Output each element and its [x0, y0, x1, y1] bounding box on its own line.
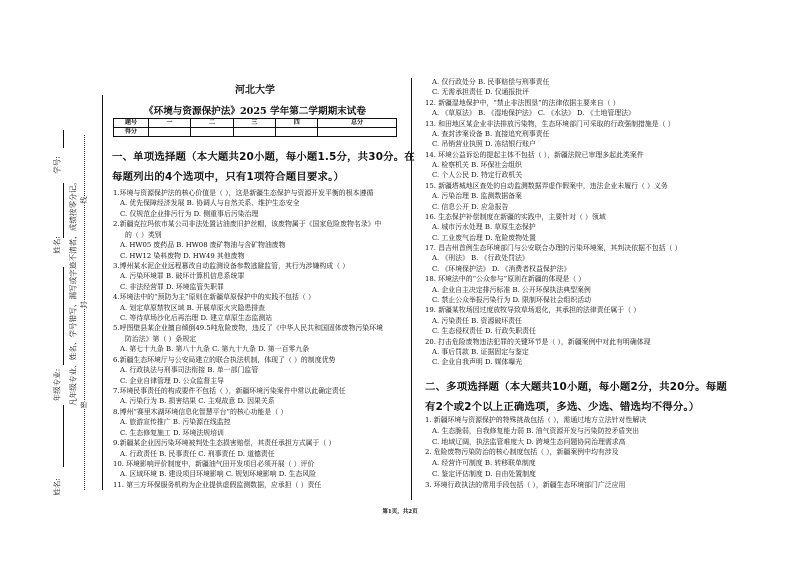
question-options: C. 信息公开 D. 应急报告	[432, 202, 509, 211]
question-stem: 13. 和田地区某企业非法排放污染物，生态环境部门可采取的行政强制措施是（ ）	[425, 119, 675, 128]
section2-heading-line1: 二、多项选择题（本大题共10小题，每小题2分，共20分。每题	[425, 381, 727, 393]
question-stem: 6.新疆生态环境厅与公安局建立的联合执法机制，体现了（ ）的制度优势	[113, 355, 336, 364]
question-options: A. 污染行为 B. 损害结果 C. 主观故意 D. 因果关系	[120, 397, 275, 406]
name-blank-2[interactable]	[63, 405, 64, 467]
question-options: A. 区域环境 B. 建设项目环境影响 C. 规划环境影响 D. 生态风险	[120, 470, 317, 479]
student-id-blank[interactable]	[63, 130, 64, 148]
score-cell[interactable]	[276, 128, 318, 137]
question-options: A. 生态脆弱，自我修复能力弱 B. 油气资源开发与污染防控矛盾突出	[432, 426, 640, 435]
question-stem: 7.环境民事责任的构成要件不包括（ ），新疆环境污染案件中常以此确定责任	[113, 386, 346, 395]
score-header-cell: 总分	[318, 119, 397, 128]
question-stem: 9.新疆某企业因污染环境被判处生态损害赔偿，其责任承担方式属于（ ）	[113, 439, 336, 448]
score-header-cell: 四	[276, 119, 318, 128]
question-stem-continued: 防治法》第（ ）条规定	[125, 334, 197, 343]
question-options: A. 城市污水处理 B. 草原生态保护	[432, 223, 536, 232]
question-options: A. 第七十九条 B. 第八十九条 C. 第九十九条 D. 第一百零九条	[120, 345, 310, 354]
seal-char-xian: 线	[80, 196, 88, 204]
question-options: C. 生态侵权责任 D. 行政失职责任	[432, 327, 536, 336]
question-options: C. 个人公民 D. 特定行政机关	[432, 171, 523, 180]
question-options: A. 事后罚款 B. 证据固定与鉴定	[432, 347, 529, 356]
student-id-label: 学号:	[52, 156, 62, 174]
seal-dotted-line	[84, 135, 85, 490]
score-cell[interactable]	[233, 128, 275, 137]
question-options: C. 吊销营业执照 D. 冻结银行账户	[432, 140, 536, 149]
question-options: C. 工业废气治理 D. 危险废物处置	[432, 233, 536, 242]
question-options: A. 行政执法与刑事司法衔接 B. 单一部门监管	[120, 366, 259, 375]
question-options: A. 检察机关 B. 环保社会组织	[432, 161, 522, 170]
question-options: A. 污染责任 B. 资源破坏责任	[432, 316, 522, 325]
section1-heading-line2: 每题列出的4个选项中，只有1项符合题目要求。）	[112, 171, 345, 183]
question-options: C. 仅规范企业排污行为 D. 侧重事后污染治理	[120, 209, 259, 218]
score-cell[interactable]	[318, 128, 397, 137]
binding-notice: 凡年级专业、姓名、学号错写、漏写或字迹不清者，成绩按零分记。	[68, 178, 78, 406]
seal-char-mi: 密	[80, 401, 88, 409]
question-stem: 12. 新疆湿地保护中，“禁止非法围垦”的法律依据主要来自（ ）	[425, 98, 620, 107]
question-stem: 3. 环境行政执法的常用手段包括（ ），新疆生态环境部门广泛应用	[425, 480, 626, 489]
question-options: A. 行政责任 B. 民事责任 C. 刑事责任 D. 道德责任	[120, 449, 275, 458]
question-options: A. 企业自主决定排污标准 B. 公开环保执法典型案例	[432, 285, 591, 294]
name-blank[interactable]	[63, 183, 64, 238]
question-options: A. 旅游宣传推广 B. 污染源在线监控	[120, 418, 231, 427]
score-row-label: 得分	[114, 128, 149, 137]
question-stem: 18. 环境法中的“公众参与”原则在新疆的体现是（ ）	[425, 275, 586, 284]
question-options: C. HW12 染料废物 D. HW49 其他废物	[120, 251, 245, 260]
question-options: C. 无需承担责任 D. 仅通报批评	[432, 88, 530, 97]
question-options: A. 污染环境罪 B. 破坏计算机信息系统罪	[120, 272, 245, 281]
score-header-cell: 题号	[114, 119, 149, 128]
question-stem: 8.博州“赛里木湖环境信息化智慧平台”的核心功能是（ ）	[113, 407, 288, 416]
question-stem: 15. 新疆塔城地区查处的自动监测数据弄虚作假案中，违法企业未履行（ ）义务	[425, 181, 668, 190]
score-table-score-row	[114, 128, 397, 137]
question-options: C. 禁止公众举报污染行为 D. 限制环保社会组织活动	[432, 295, 592, 304]
question-options: A. 《草原法》 B. 《湿地保护法》 C. 《水法》 D. 《土地管理法》	[432, 109, 635, 118]
question-stem: 5.呼图壁县某企业擅自倾倒49.5吨危险废物，违反了《中华人民共和国固体废物污染环境	[113, 324, 383, 333]
section1-heading-line1: 一、单项选择题（本大题共20小题，每小题1.5分，共30分。在	[112, 151, 415, 163]
seal-char-feng: 封	[80, 301, 88, 309]
university-name: 河北大学	[235, 85, 275, 96]
question-stem: 14. 环境公益诉讼的提起主体不包括（ ），新疆法院已审理多起此类案件	[425, 150, 644, 159]
question-stem-continued: 的（ ）类别	[125, 230, 162, 239]
score-cell[interactable]	[191, 128, 233, 137]
score-header-cell: 二	[191, 119, 233, 128]
score-table	[113, 118, 397, 137]
question-options: C. 生态修复施工 D. 环境法规培训	[120, 428, 224, 437]
question-stem: 17. 昌吉州首例生态环境部门与公安联合办理的污染环境案，其判决依据不包括（ ）	[425, 244, 682, 253]
question-stem: 10. 环境影响评价制度中，新疆油气田开发项目必须开展（ ）评价	[113, 459, 315, 468]
question-options: A. 污染治理 B. 监测数据备案	[432, 192, 522, 201]
question-options: C. 《环境保护法》 D. 《消费者权益保护法》	[432, 264, 571, 273]
question-stem: 2. 危险废物污染防治的核心制度包括（ ），新疆案例中均有涉及	[425, 448, 619, 457]
grade-major-label: 年级专业:	[52, 368, 62, 402]
question-options: C. 地域辽阔，执法监管难度大 D. 跨境生态问题协同治理需求高	[432, 437, 626, 446]
question-options: A. 划定草原禁牧区域 B. 开展草原火灾隐患排查	[120, 303, 266, 312]
question-stem: 1.环境与资源保护法的核心价值是（ ），这是新疆生态保护与资源开发平衡的根本遵循	[113, 189, 374, 197]
exam-title: 《环境与资源保护法》2025 学年第二学期期末试卷	[144, 106, 366, 117]
question-stem: 2.新疆克拉玛依市某公司非法处置沾油废旧护丝帽，该废物属于《国家危险废物名录》中	[113, 220, 382, 229]
score-header-cell: 三	[233, 119, 275, 128]
grade-major-blank[interactable]	[63, 267, 64, 365]
margin-border-line	[102, 95, 103, 490]
score-header-cell: 一	[149, 119, 191, 128]
question-options: A. 《刑法》 B. 《行政处罚法》	[432, 254, 529, 263]
section2-heading-line2: 有2个或2个以上正确选项，多选、少选、错选均不得分。）	[425, 401, 700, 413]
question-options: A. 优先保障经济发展 B. 协调人与自然关系、维护生态安全	[120, 199, 300, 208]
question-options: A. 仅行政处分 B. 民事赔偿与刑事责任	[432, 78, 550, 86]
name-label: 姓名:	[52, 236, 62, 254]
score-cell[interactable]	[149, 128, 191, 137]
page-number: 第1页，共2页	[382, 509, 418, 515]
question-stem: 4.环境法中的“预防为主”原则在新疆草原保护中的实践不包括（ ）	[113, 293, 315, 302]
score-table-header-row	[114, 119, 397, 128]
question-options: C. 鉴定评估制度 D. 自由处置制度	[432, 470, 536, 478]
question-options: A. 经营许可制度 B. 转移联单制度	[432, 459, 536, 468]
question-options: A. HW05 废药品 B. HW08 废矿物油与含矿物油废物	[120, 241, 286, 250]
name-label-2: 姓名:	[52, 478, 62, 496]
question-stem: 16. 生态保护补偿制度在新疆的实践中，主要针对（ ）领域	[425, 212, 606, 221]
question-stem: 3.博州某水泥企业远程篡改自动监测设备参数逃避监管，其行为涉嫌构成（ ）	[113, 261, 350, 270]
question-options: C. 企业自我声明 D. 媒体曝光	[432, 358, 523, 367]
column-divider	[411, 78, 412, 500]
question-stem: 11. 第三方环保服务机构为企业提供虚假监测数据，应承担（ ）责任	[113, 480, 322, 489]
question-options: C. 非法经营罪 D. 环境监管失职罪	[120, 282, 224, 291]
question-options: C. 企业自律管理 D. 公众监督主导	[120, 376, 224, 385]
question-stem: 20. 打击危险废物违法犯罪的关键环节是（ ），新疆案例中对此有明确体现	[425, 337, 651, 346]
question-options: C. 等待草场沙化后再治理 D. 建立草原生态监测站	[120, 314, 273, 323]
question-stem: 19. 新疆某牧场因过度放牧导致草场退化，其承担的法律责任属于（ ）	[425, 306, 641, 315]
question-options: A. 查封涉案设备 B. 直接追究刑事责任	[432, 129, 550, 138]
question-stem: 1. 新疆环境与资源保护的特殊挑战包括（ ），需通过地方立法针对性解决	[425, 416, 647, 424]
